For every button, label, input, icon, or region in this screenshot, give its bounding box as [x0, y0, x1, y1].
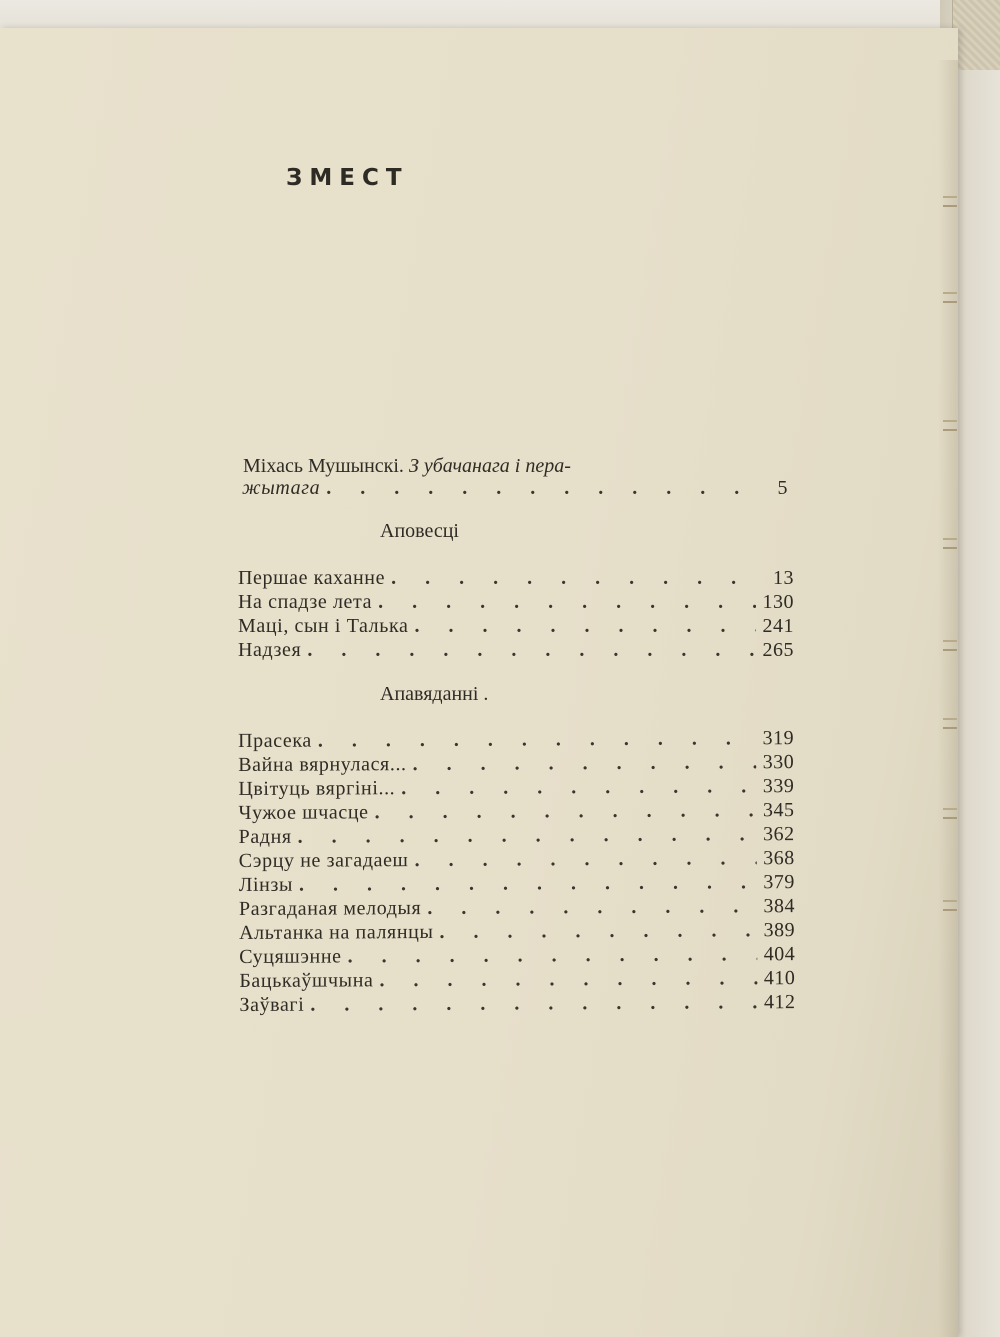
dot-leader [310, 990, 757, 1016]
toc-entry-page-number: 362 [763, 823, 795, 846]
toc-entry-title: Бацькаўшчына [239, 969, 374, 992]
toc-entry-title: Чужое шчасце [238, 801, 369, 824]
dot-leader [413, 750, 757, 776]
toc-entry-page-number: 404 [763, 943, 796, 966]
toc-list-short-stories [238, 726, 796, 1017]
toc-entry-title: На спадзе лета [238, 591, 373, 613]
binding-stitch [943, 420, 957, 431]
dot-leader [427, 894, 757, 920]
toc-entry [239, 966, 795, 993]
toc-entry-page-number: 319 [762, 727, 795, 750]
toc-entry-page-number: 410 [763, 967, 796, 990]
toc-entry-page-number: 241 [762, 615, 794, 637]
toc-entry-title: Першае каханне [238, 567, 386, 589]
toc-entry-page-number: 339 [762, 775, 795, 798]
binding-stitch [943, 538, 957, 549]
toc-entry-title: Надзея [238, 639, 302, 661]
toc-entry [239, 942, 795, 969]
dot-leader [318, 726, 756, 752]
toc-entry-title: Маці, сын і Талька [238, 615, 409, 637]
intro-entry-line-2 [242, 477, 788, 500]
dot-leader [375, 798, 757, 824]
toc-entry-title: Радня [238, 825, 292, 848]
intro-title-part-1: З убачанага і пера- [408, 455, 571, 477]
toc-entry [238, 774, 794, 801]
binding-stitch [943, 292, 957, 303]
toc-entry [239, 990, 795, 1017]
book-cover-edge [952, 0, 1000, 70]
dot-leader [401, 774, 756, 800]
toc-entry-page-number: 13 [773, 567, 794, 589]
dot-leader [414, 846, 756, 872]
binding-stitch [943, 900, 957, 911]
dot-leader [414, 614, 756, 638]
toc-entry-page-number: 389 [763, 919, 796, 942]
dot-leader [379, 966, 757, 992]
dot-leader [439, 918, 757, 944]
dot-leader [307, 638, 756, 662]
toc-entry-page-number: 384 [763, 895, 795, 918]
dot-leader [348, 942, 758, 968]
dot-leader [391, 566, 756, 590]
toc-entry-page-number: 379 [763, 871, 795, 894]
toc-entry-page-number: 265 [762, 639, 794, 661]
toc-entry-title: Вайна вярнулася... [238, 753, 407, 776]
dot-leader [326, 477, 750, 500]
toc-entry [239, 918, 795, 945]
section-title: Апавяданні . [380, 683, 489, 705]
toc-entry-page-number: 130 [762, 591, 794, 613]
section-title: Аповесці [380, 520, 459, 542]
toc-entry-title: Альтанка на палянцы [239, 920, 434, 944]
dot-leader [299, 870, 757, 896]
toc-entry-title: Сэрцу не загадаеш [238, 849, 409, 872]
toc-entry [239, 822, 795, 849]
binding-stitch [943, 196, 957, 207]
intro-author: Міхась Мушынскі. [243, 455, 404, 477]
binding-stitch [943, 640, 957, 651]
intro-entry-line-1 [243, 455, 571, 478]
toc-entry-title: Разгаданая мелодыя [238, 897, 422, 920]
intro-page-number: 5 [777, 477, 788, 499]
binding-stitch [943, 808, 957, 819]
page-gutter [938, 60, 958, 1337]
toc-entry-title: Прасека [238, 729, 312, 752]
toc-entry [238, 798, 794, 825]
dot-leader [298, 822, 757, 848]
toc-entry-page-number: 368 [763, 847, 795, 870]
toc-entry [239, 894, 795, 921]
toc-entry-title: Лінзы [238, 873, 294, 896]
toc-entry [239, 870, 795, 897]
intro-title-part-2: жытага [242, 477, 321, 499]
toc-entry-title: Цвітуць вяргіні... [238, 777, 396, 800]
dot-leader [378, 590, 756, 614]
page-title: ЗМЕСТ [286, 165, 409, 191]
toc-entry-page-number: 330 [762, 751, 795, 774]
toc-entry [239, 846, 795, 873]
toc-entry [238, 614, 794, 638]
toc-list-stories [238, 566, 794, 662]
toc-entry [238, 638, 794, 662]
toc-entry-page-number: 412 [763, 991, 796, 1014]
toc-entry-title: Заўвагі [239, 993, 305, 1016]
toc-entry-title: Суцяшэнне [239, 945, 342, 968]
toc-entry [238, 590, 794, 614]
toc-entry [238, 566, 794, 590]
toc-entry-page-number: 345 [762, 799, 795, 822]
toc-entry [238, 726, 794, 753]
toc-entry [238, 750, 794, 777]
binding-stitch [943, 718, 957, 729]
